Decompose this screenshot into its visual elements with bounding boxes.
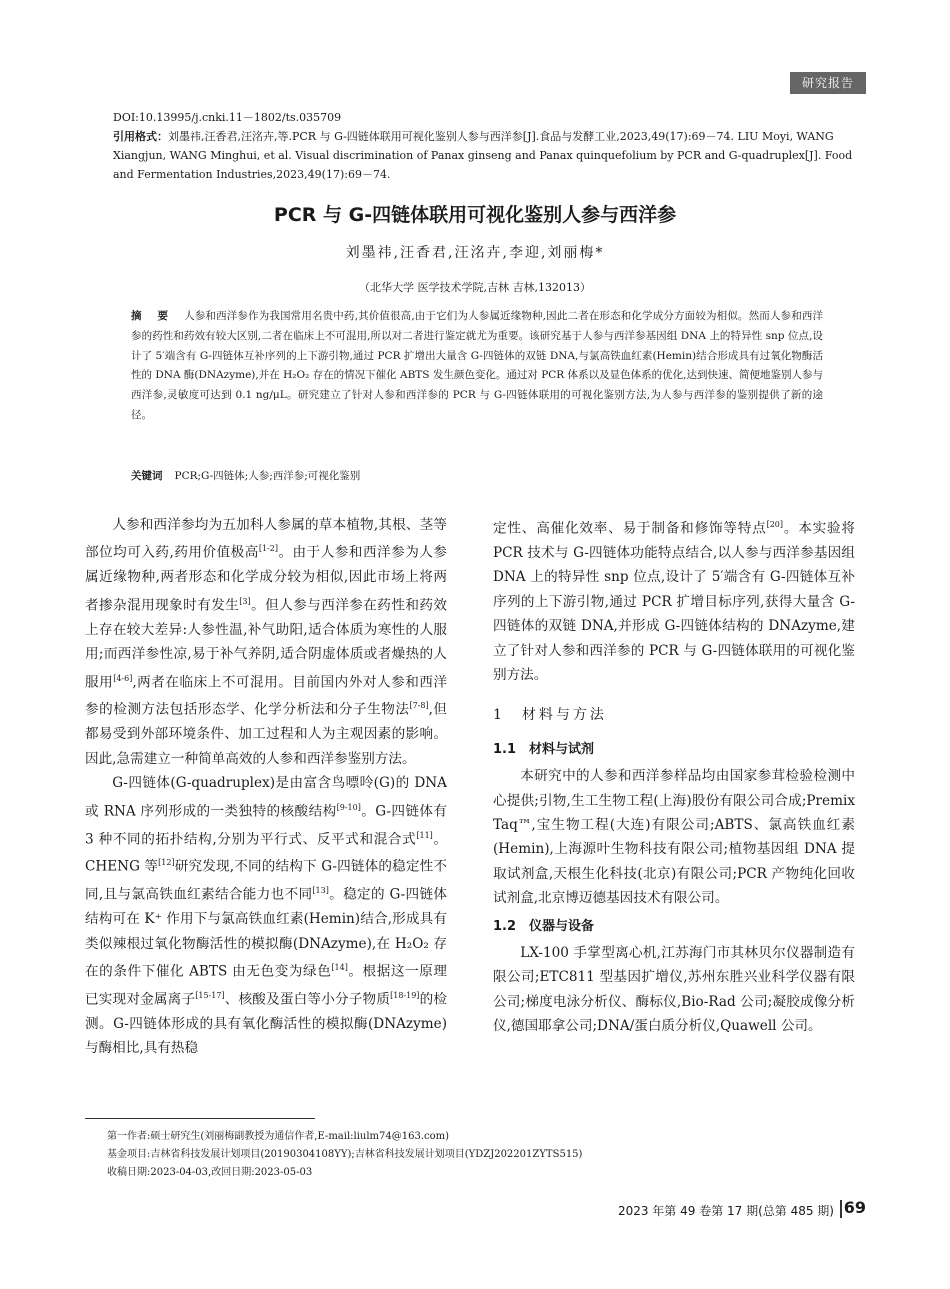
materials-paragraph: 本研究中的人参和西洋参样品均由国家参茸检验检测中心提供;引物,生工生物工程(上海)股份有限公司合成;Premix Taq™,宝生物工程(大连)有限公司;ABTS、氯高铁血红素(Hemin),上海源叶生物科技有限公司;植物基因组 DNA 提取试剂盒,天根生化科技(北京)有限公司;PCR 产物纯化回收试剂盒,北京博迈德基因技术有限公司。 <box>493 768 855 907</box>
abstract-text: 人参和西洋参作为我国常用名贵中药,其价值很高,由于它们为人参属近缘物种,因此二者在形态和化学成分方面较为相似。然而人参和西洋参的药性和药效有较大区别,二者在临床上不可混用,所以对二者进行鉴定就尤为重要。该研究基于人参与西洋参基因组 DNA 上的特异性 snp 位点,设计了 5′端含有 G-四链体互补序列的上下游引物,通过 PCR 扩增出大量含 G-四链体的双链 DNA,与氯高铁血红素(Hemin)结合形成具有过氧化物酶活性的 DNA 酶(DNAzyme),并在 H₂O₂ 存在的情况下催化 ABTS 发生颜色变化。通过对 PCR 体系以及显色体系的优化,达到快速、简便地鉴别人参与西洋参,灵敏度可达到 0.1 ng/μL。研究建立了针对人参和西洋参的 PCR 与 G-四链体联用的可视化鉴别方法,为人参与西洋参的鉴别提供了新的途径。 <box>131 310 824 421</box>
ref: [11] <box>416 830 433 840</box>
ref: [18-19] <box>390 991 420 1001</box>
footnote-funding: 基金项目:吉林省科技发展计划项目(20190304108YY);吉林省科技发展计划项目(YDZJ202201ZYTS515) <box>107 1149 583 1160</box>
citation <box>113 127 868 184</box>
footnote-divider <box>85 1118 315 1119</box>
ref: [3] <box>239 596 251 606</box>
subsection-heading-1-1: 1.1 材料与试剂 <box>493 741 595 757</box>
equipment-paragraph: LX-100 手掌型离心机,江苏海门市其林贝尔仪器制造有限公司;ETC811 型基因扩增仪,苏州东胜兴业科学仪器有限公司;梯度电泳分析仪、酶标仪,Bio-Rad 公司;凝胶成像分析仪,德国耶拿公司;DNA/蛋白质分析仪,Quawell 公司。 <box>493 945 855 1035</box>
ref: [13] <box>312 886 329 896</box>
keywords <box>131 468 823 483</box>
footnote-author: 第一作者:硕士研究生(刘丽梅副教授为通信作者,E-mail:liulm74@163.com) <box>107 1131 450 1142</box>
ref: [1-2] <box>258 544 278 554</box>
ref: [15-17] <box>195 991 225 1001</box>
citation-text: 刘墨祎,汪香君,汪洺卉,等.PCR 与 G-四链体联用可视化鉴别人参与西洋参[J].食品与发酵工业,2023,49(17):69－74. LIU Moyi, WANG Xiangjun, WANG Minghui, et al. Visual discrimination of Panax ginseng and Panax quinquefolium by PCR and G-quadruplex[J]. Food and Fermentation Industries,2023,49(17):69－74. <box>113 130 853 181</box>
keywords-text: PCR;G-四链体;人参;西洋参;可视化鉴别 <box>174 470 361 482</box>
keywords-label: 关键词 <box>131 470 163 482</box>
issue-info: 2023 年第 49 卷第 17 期(总第 485 期) <box>617 1204 834 1218</box>
footnote-dates: 收稿日期:2023-04-03,改回日期:2023-05-03 <box>107 1167 313 1178</box>
intro-paragraph-1: 人参和西洋参均为五加科人参属的草本植物,其根、茎等部位均可入药,药用价值极高[1-2]。由于人参和西洋参为人参属近缘物种,两者形态和化学成分较为相似,因此市场上将两者掺杂混用现象时有发生[3]。但人参与西洋参在药性和药效上存在较大差异:人参性温,补气助阳,适合体质为寒性的人服用;而西洋参性凉,易于补气养阴,适合阴虚体质或者燥热的人服用[4-6],两者在临床上不可混用。目前国内外对人参和西洋参的检测方法包括形态学、化学分析法和分子生物法[7-8],但都易受到外部环境条件、加工过程和人为主观因素的影响。因此,急需建立一种简单高效的人参和西洋参鉴别方法。 <box>85 517 448 767</box>
section-tag: 研究报告 <box>790 72 866 94</box>
ref: [12] <box>158 858 175 868</box>
subsection-heading-1-2: 1.2 仪器与设备 <box>493 918 595 934</box>
page-number: 69 <box>843 1198 866 1217</box>
page-divider <box>840 1200 842 1218</box>
intro-paragraph-3: 定性、高催化效率、易于制备和修饰等特点[20]。本实验将 PCR 技术与 G-四链体功能特点结合,以人参与西洋参基因组 DNA 上的特异性 snp 位点,设计了 5′端含有 G-四链体互补序列的上下游引物,通过 PCR 扩增目标序列,获得大量含 G-四链体的双链 DNA,并形成 G-四链体结构的 DNAzyme,建立了针对人参和西洋参的 PCR 与 G-四链体联用的可视化鉴别方法。 <box>493 520 856 683</box>
ref: [7-8] <box>409 701 429 711</box>
ref: [20] <box>766 520 784 529</box>
ref: [14] <box>331 963 348 973</box>
authors: 刘墨祎,汪香君,汪洺卉,李迎,刘丽梅* <box>345 245 605 261</box>
affiliation: （北华大学 医学技术学院,吉林 吉林,132013） <box>359 281 591 294</box>
paper-title: PCR 与 G-四链体联用可视化鉴别人参与西洋参 <box>273 204 677 226</box>
doi: DOI:10.13995/j.cnki.11－1802/ts.035709 <box>113 111 342 124</box>
right-column <box>493 513 855 1039</box>
left-column <box>85 513 447 1061</box>
ref: [9-10] <box>336 802 361 812</box>
citation-label: 引用格式： <box>113 130 168 143</box>
ref: [4-6] <box>113 673 133 683</box>
abstract-label: 摘 要 <box>131 310 175 322</box>
intro-paragraph-2: G-四链体(G-quadruplex)是由富含鸟嘌呤(G)的 DNA 或 RNA 序列形成的一类独特的核酸结构[9-10]。G-四链体有 3 种不同的拓扑结构,分别为平行式、反平式和混合式[11]。CHENG 等[12]研究发现,不同的结构下 G-四链体的稳定性不同,且与氯高铁血红素结合能力也不同[13]。稳定的 G-四链体结构可在 K⁺ 作用下与氯高铁血红素(Hemin)结合,形成具有类似辣根过氧化物酶活性的模拟酶(DNAzyme),在 H₂O₂ 存在的条件下催化 ABTS 由无色变为绿色[14]。根据这一原理已实现对金属离子[15-17]、核酸及蛋白等小分子物质[18-19]的检测。G-四链体形成的具有氧化酶活性的模拟酶(DNAzyme)与酶相比,具有热稳 <box>85 775 448 1057</box>
section-heading-1: 1 材料与方法 <box>493 707 607 724</box>
abstract <box>131 307 823 426</box>
